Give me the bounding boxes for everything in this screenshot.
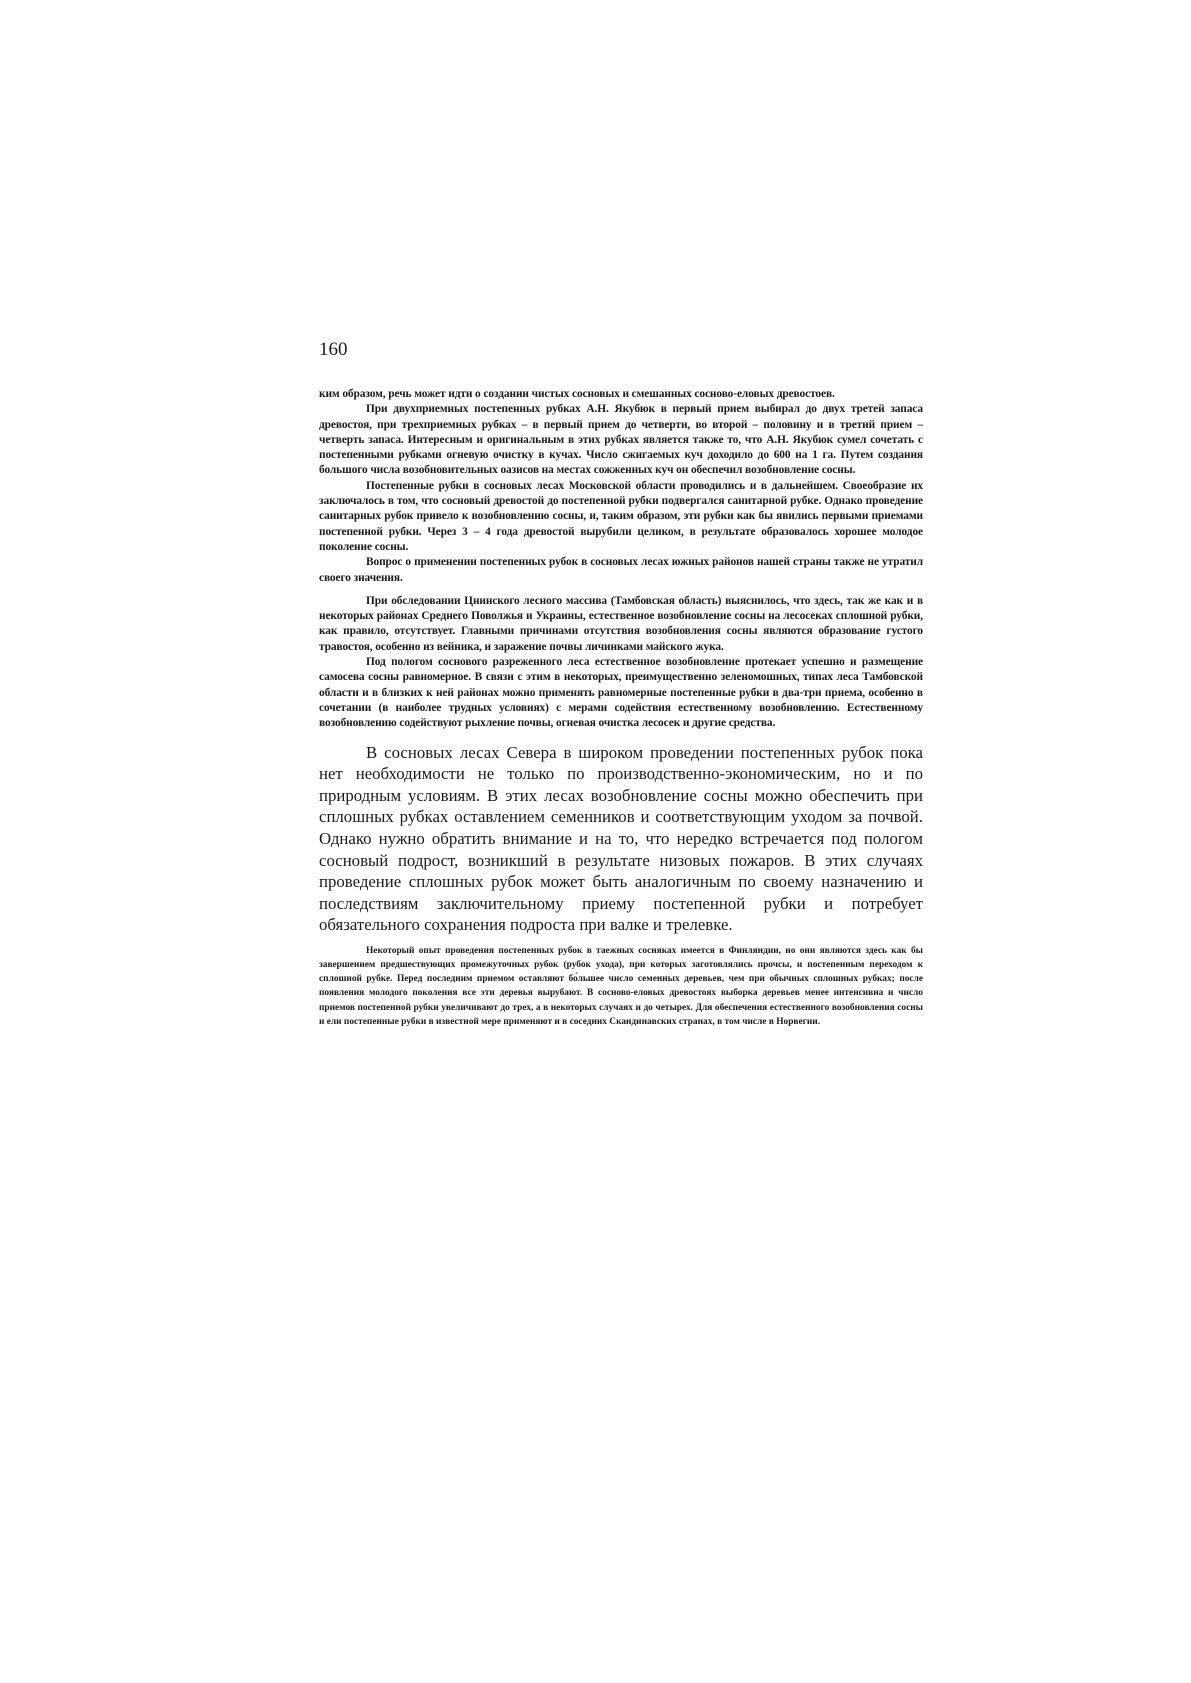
- paragraph-continuation: ким образом, речь может идти о создании чистых сосновых и смешанных сосново-еловых древостоев.: [319, 388, 835, 400]
- paragraph-moscow-region: Постепенные рубки в сосновых лесах Московской области проводились и в дальнейшем. Своеобразие их заключалось в том, что сосновый древостой до постепенной рубки подвергался санитарной рубке. Однако проведение санитарных рубок привело к возобновлению сосны, и, таким образом, эти рубки как бы явились первыми приемами постепенной рубки. Через 3 – 4 года древостой вырубили целиком, в результате образовалось хорошее молодое поколение сосны.: [319, 479, 923, 553]
- paragraph-yakubyuk-rubki: При двухприемных постепенных рубках А.Н. Якубюк в первый прием выбирал до двух третей запаса древостоя, при трехприемных рубках – в первый прием до четверти, во второй – половину и в третий прием – четверть запаса. Интересным и оригинальным в этих рубках является также то, что А.Н. Якубюк сумел сочетать с постепенными рубками огневую очистку в кучах. Число сжигаемых куч доходило до 600 на 1 га. Путем создания большого числа возобновительных оазисов на местах сожженных куч он обеспечил возобновление сосны.: [319, 403, 923, 477]
- paragraph-southern-regions: Вопрос о применении постепенных рубок в сосновых лесах южных районов нашей страны также не утратил своего значения.: [319, 556, 923, 584]
- paragraph-canopy-regeneration: Под пологом соснового разреженного леса естественное возобновление протекает успешно и размещение самосева сосны равномерное. В связи с этим в некоторых, преимущественно зеленомошных, типах леса Тамбовской области и в близких к ней районах можно применять равномерные постепенные рубки в два-три приема, особенно в сочетании (в наиболее трудных условиях) с мерами содействия естественному возобновлению. Естественному возобновлению содействуют рыхление почвы, огневая очистка лесосек и другие средства.: [319, 656, 923, 730]
- paragraph-tsninsky-massif: При обследовании Цнинского лесного массива (Тамбовская область) выяснилось, что здесь, так же как и в некоторых районах Среднего Поволжья и Украины, естественное возобновление сосны на лесосеках сплошной рубки, как правило, отсутствует. Главными причинами отсутствия возобновления сосны являются образование густого травостоя, особенно из вейника, и заражение почвы личинками майского жука.: [319, 594, 923, 653]
- paragraph-finland-experience: Некоторый опыт проведения постепенных рубок в таежных сосняках имеется в Финляндии, но они являются здесь как бы завершением предшествующих промежуточных рубок (рубок ухода), при которых заготовлялись прочсы, и постепенным переходом к сплошной рубке. Перед последним приемом оставляют бо́льшее число семенных деревьев, чем при обычных сплошных рубках; после появления молодого поколения все эти деревья вырубают. В сосново-еловых древостоях выборка деревьев менее интенсивна и число приемов постепенной рубки увеличивают до трех, а в некоторых случаях и до четырех. Для обеспечения естественного возобновления сосны и ели постепенные рубки в известной мере применяют и в соседних Скандинавских странах, в том числе в Норвегии.: [319, 945, 923, 1027]
- text-column: [319, 387, 923, 1029]
- page-number: 160: [319, 339, 348, 360]
- paragraph-north-pine-forests: В сосновых лесах Севера в широком проведении постепенных рубок пока нет необходимости не только по производственно-экономическим, но и по природным условиям. В этих лесах возобновление сосны можно обеспечить при сплошных рубках оставлением семенников и соответствующим уходом за почвой. Однако нужно обратить внимание и на то, что нередко встречается под пологом сосновый подрост, возникший в результате низовых пожаров. В этих случаях проведение сплошных рубок может быть аналогичным по своему назначению и последствиям заключительному приему постепенной рубки и потребует обязательного сохранения подроста при валке и трелевке.: [319, 742, 923, 935]
